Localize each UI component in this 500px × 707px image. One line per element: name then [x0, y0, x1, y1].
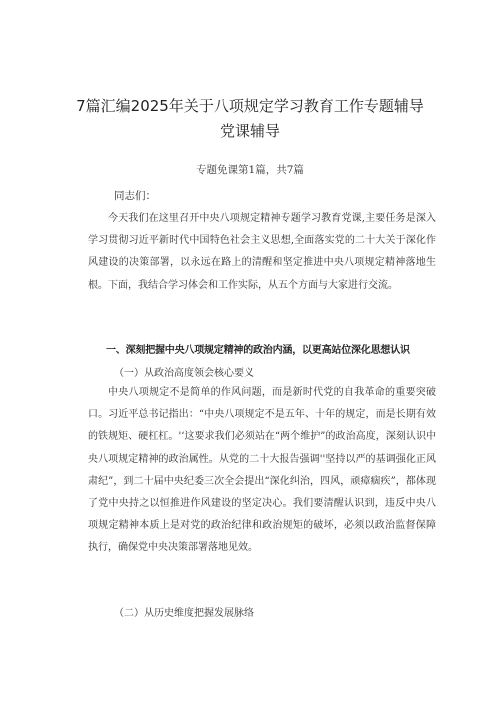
document-subtitle: 专题免课第1篇，共7篇: [196, 164, 304, 176]
paragraph-body: 中央八项规定不是简单的作风问题，而是新时代党的自我革命的重要突破口。习近平总书记指出：“中央八项规定不是五年、十年的规定，而是长期有效的铁规矩、硬杠杠。'‘这要求我们必须站在“两个维护”的政治高度，深刻认识中央八项规定精神的政治属性。从党的二十大报告强调''坚持以严的基调强化正风肃纪”，到二十届中央纪委三次全会提出“深化纠治，四风，顽瘴痼疾”，都体现了党中央持之以恒推进作风建设的坚定决心。我们要清醒认识到，违反中央八项规定精神本质上是对党的政治纪律和政治规矩的破坏，必须以政治监督保障执行，确保党中央决策部署落地见效。: [88, 387, 436, 554]
section-heading: 一、深刻把握中央八项规定精神的政治内涵，以更高站位深化思想认识: [106, 345, 410, 356]
greeting: 同志们：: [114, 190, 156, 202]
document-title-line1: 7篇汇编2025年关于八项规定学习教育工作专题辅导: [76, 97, 424, 115]
paragraph-intro: 今天我们在这里召开中央八项规定精神专题学习教育党课,主要任务是深入学习贯彻习近平新时代中国特色社会主义思想,全面落实党的二十大关于深化作风建设的决策部署，以永远在路上的清醒和坚定推进中央八项规定精神落地生根。下面，我结合学习体会和工作实际，从五个方面与大家进行交流。: [88, 213, 436, 291]
document-title-line2: 党课辅导: [219, 122, 280, 140]
subsection-heading: （二）从历史维度把握发展脉络: [114, 608, 254, 619]
subsection-heading: （一）从政治高度领会核心要义: [114, 368, 254, 379]
